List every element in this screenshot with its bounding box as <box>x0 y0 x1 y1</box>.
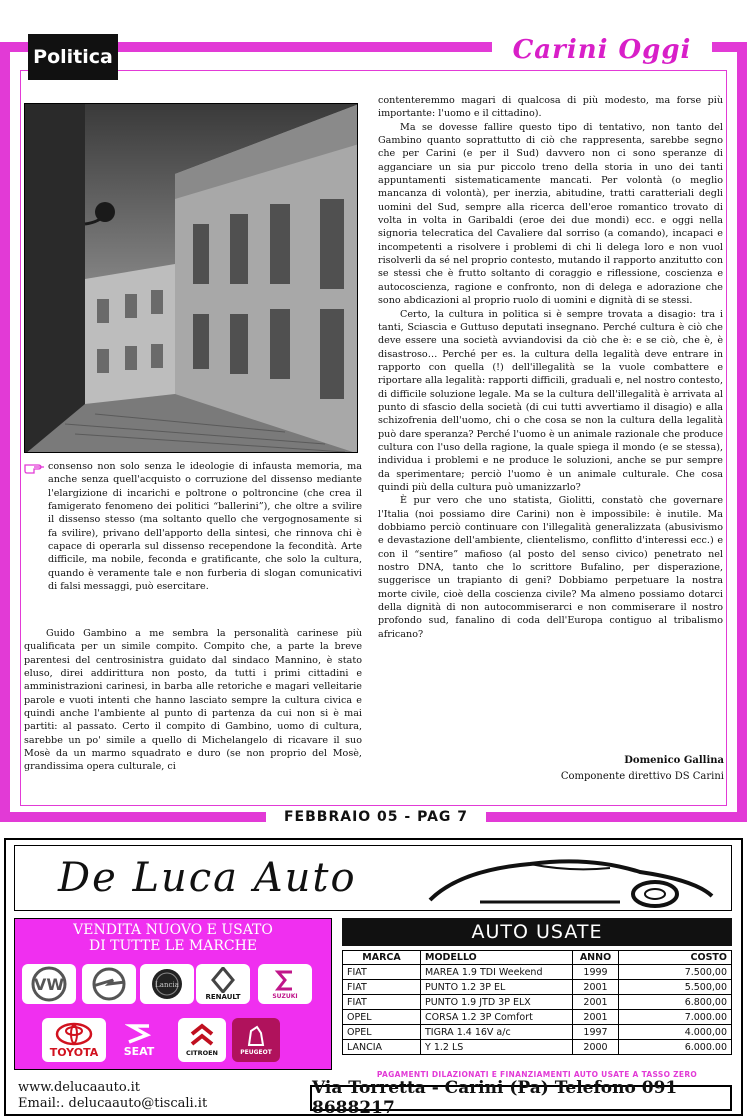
toyota-label: TOYOTA <box>49 1045 99 1059</box>
paragraph: Guido Gambino a me sembra la personalità carinese più qualificata per un simile compito. Compito che, a parte la breve parentesi del centrosinistra guidato dal sindaco Mannino, è stato eluso, direi addirittura non posto, da tutti i primi cittadini e amministrazioni carinesi, in barba alle retoriche e magari velleitarie parole e vuoti intenti che hanno lasciato sempre la cultura civica e quindi anche l'ambiente al punto di partenza da cui non si è mai partiti: al passato. Certo il compito di Gambino, uomo di cultura, sarebbe un po' simile a quello di Michelangelo di ricavare il suo Mosè da un marmo squadrato e duro (se non proprio del Mosè, grandissima opera culturale, ci <box>24 628 362 773</box>
column-header: COSTO <box>619 951 732 965</box>
paragraph: Certo, la cultura in politica si è sempre trovata a disagio: tra i tanti, Sciascia e Guttuso deputati insegnano. Perché cultura è ciò che deve essere una società avviandovisi da ciò che è: e se ciò, che è, è disastroso… Perché per es. la cultura della legalità deve entrare in rapporto con quella (!) dell'illegalità se la vuole combattere e riportare alla legalità: rapporti difficili, graduali e, nel nostro contesto, di difficile soluzione legale. Ma se la cultura dell'illegalità è arrivata al punto di sfascio della società (di cui tutti avvertiamo il disagio) e alla schizofrenia dell'uomo, chi o che cosa se non la cultura della legalità può dare speranza? Perché l'uomo è un animale razionale che produce cultura con l'uso della ragione, la quale spiega il mondo (e se stessa), individua i problemi e ne produce le soluzioni, anche se pur sempre da sperimentare; perciò l'uomo è un animale culturale. Che cosa quindi più della cultura può umanizzarlo? <box>378 308 724 493</box>
paragraph: Ma se dovesse fallire questo tipo di tentativo, non tanto del Gambino quanto soprattutto di ciò che rappresenta, sarebbe segno che per Carini (e per il Sud) davvero non ci sono speranze di agganciare un sia pur piccolo treno della storia in uno dei tanti appuntamenti sistematicamente mancati. Per volontà (o meglio mancanza di volontà), per inerzia, abitudine, tratti caratteriali degli uomini del Sud, sempre alla ricerca dell'eroe romantico trovato di volta in volta in Garibaldi (eroe dei due mondi) ecc. e oggi nella signoria telecratica del Cavaliere dal sorriso (a comando), incapaci e incompetenti a risolvere i problemi di chi li delega loro e non vuol risolverli da sé nel proprio contesto, mutando il rapporto anzitutto con se stessi che è frutto soltanto di coraggio e riflessione, coscienza e autocoscienza, ragione e confronto, non di delega e adorazione che sono abdicazioni al proprio ruolo di uomini e dignità di se stessi. <box>378 121 723 307</box>
brands-title-line-2: DI TUTTE LE MARCHE <box>88 938 258 954</box>
street-photo <box>24 103 358 453</box>
pointing-hand-icon <box>24 460 46 474</box>
paragraph: consenso non solo senza le ideologie di infausta memoria, ma anche senza quell'acquisto o corruzione del dissenso mediante l'elargizione di incarichi e poltrone o poltroncine (che crea il famigerato fenomeno dei politici “ballerini”), che oltre a svilire il dissenso stesso (ma soltanto quello che vergognosamente si fa svilire), privano dell'apporto della sintesi, che rinnova chi è capace di operarla sul dissenso recependone la fecondità. Arte difficile, ma nobile, feconda e gratificante, che solo la cultura, quando è veramente tale e non furberia di slogan comunicativi di falsi messaggi, può esercitare. <box>48 461 362 593</box>
newspaper-brand: Carini Oggi <box>492 30 712 70</box>
svg-text:Opel: Opel <box>107 1001 111 1002</box>
table-row: FIAT PUNTO 1.2 3P EL 2001 5.500,00 <box>343 980 732 995</box>
toyota-logo-icon <box>42 1018 106 1062</box>
email-link[interactable]: Email:. delucaauto@tiscali.it <box>18 1096 208 1111</box>
lancia-logo-icon <box>140 964 194 1004</box>
renault-logo-icon <box>196 964 250 1004</box>
dealer-address: Via Torretta - Carini (Pa) Telefono 091 8688217 <box>310 1085 732 1111</box>
svg-text:Lancia: Lancia <box>155 981 179 989</box>
payment-note: PAGAMENTI DILAZIONATI E FINANZIAMENTI AUTO USATE A TASSO ZERO <box>376 1070 698 1079</box>
column-header: ANNO <box>573 951 619 965</box>
svg-text:VW: VW <box>33 975 65 994</box>
frame-left-border <box>0 42 10 822</box>
used-cars-table <box>342 950 732 1055</box>
seat-label: SEAT <box>123 1044 155 1058</box>
car-silhouette-icon <box>420 850 720 908</box>
seat-logo-icon <box>110 1018 168 1062</box>
table-row: OPEL CORSA 1.2 3P Comfort 2001 7.000.00 <box>343 1010 732 1025</box>
table-header-row <box>343 951 732 965</box>
author-role: Componente direttivo DS Carini <box>560 771 724 782</box>
suzuki-logo-icon <box>258 964 312 1004</box>
issue-page-label: FEBBRAIO 05 - PAG 7 <box>266 806 486 828</box>
article-left-paragraph-2 <box>24 627 362 774</box>
table-row: FIAT MAREA 1.9 TDI Weekend 1999 7.500,00 <box>343 965 732 980</box>
website-link[interactable]: www.delucaauto.it <box>18 1080 141 1095</box>
suzuki-label: SUZUKI <box>272 992 298 1000</box>
vw-logo-icon <box>22 964 76 1004</box>
table-row: FIAT PUNTO 1.9 JTD 3P ELX 2001 6.800,00 <box>343 995 732 1010</box>
author-name: Domenico Gallina <box>624 755 724 766</box>
citroen-label: CITROEN <box>185 1049 219 1057</box>
article-right-column <box>378 94 723 641</box>
table-row: LANCIA Y 1.2 LS 2000 6.000.00 <box>343 1040 732 1055</box>
peugeot-logo-icon <box>232 1018 280 1062</box>
citroen-logo-icon <box>178 1018 226 1062</box>
article-left-paragraph-1 <box>48 460 362 593</box>
opel-logo-icon <box>82 964 136 1004</box>
contact-info <box>18 1080 207 1112</box>
peugeot-label: PEUGEOT <box>240 1048 272 1056</box>
brands-title <box>14 922 332 954</box>
brands-title-line-1: VENDITA NUOVO E USATO <box>73 922 273 938</box>
renault-label: RENAULT <box>205 993 241 1001</box>
section-label: Politica <box>28 34 118 80</box>
used-cars-title: AUTO USATE <box>342 918 732 946</box>
column-header: MARCA <box>343 951 421 965</box>
column-header: MODELLO <box>421 951 573 965</box>
paragraph: contenteremmo magari di qualcosa di più modesto, ma forse più importante: l'uomo e il cittadino). <box>378 95 723 120</box>
paragraph: È pur vero che uno statista, Giolitti, constatò che governare l'Italia (noi possiamo dire Carini) non è impossibile: è inutile. Ma dobbiamo perciò continuare con l'illegalità generalizzata (abusivismo e devastazione dell'ambiente, clientelismo, conflitto d'interessi ecc.) e con il “sentire” mafioso (al posto del senso civico) penetrato nel nostro DNA, tanto che lo scrittore Bufalino, per disperazione, suggerisce un trapianto di geni? Dobbiamo perpetuare la nostra morte civile, cioè della coscienza civile? Ma almeno possiamo dotarci della dignità di non autocommiserarci e non commiserare il nostro profondo sud, fanalino di coda dell'Europa contiguo al tribalismo africano? <box>378 495 723 640</box>
dealer-logo-text: De Luca Auto <box>58 855 357 901</box>
frame-right-border <box>737 42 747 822</box>
table-row: OPEL TIGRA 1.4 16V a/c 1997 4.000,00 <box>343 1025 732 1040</box>
